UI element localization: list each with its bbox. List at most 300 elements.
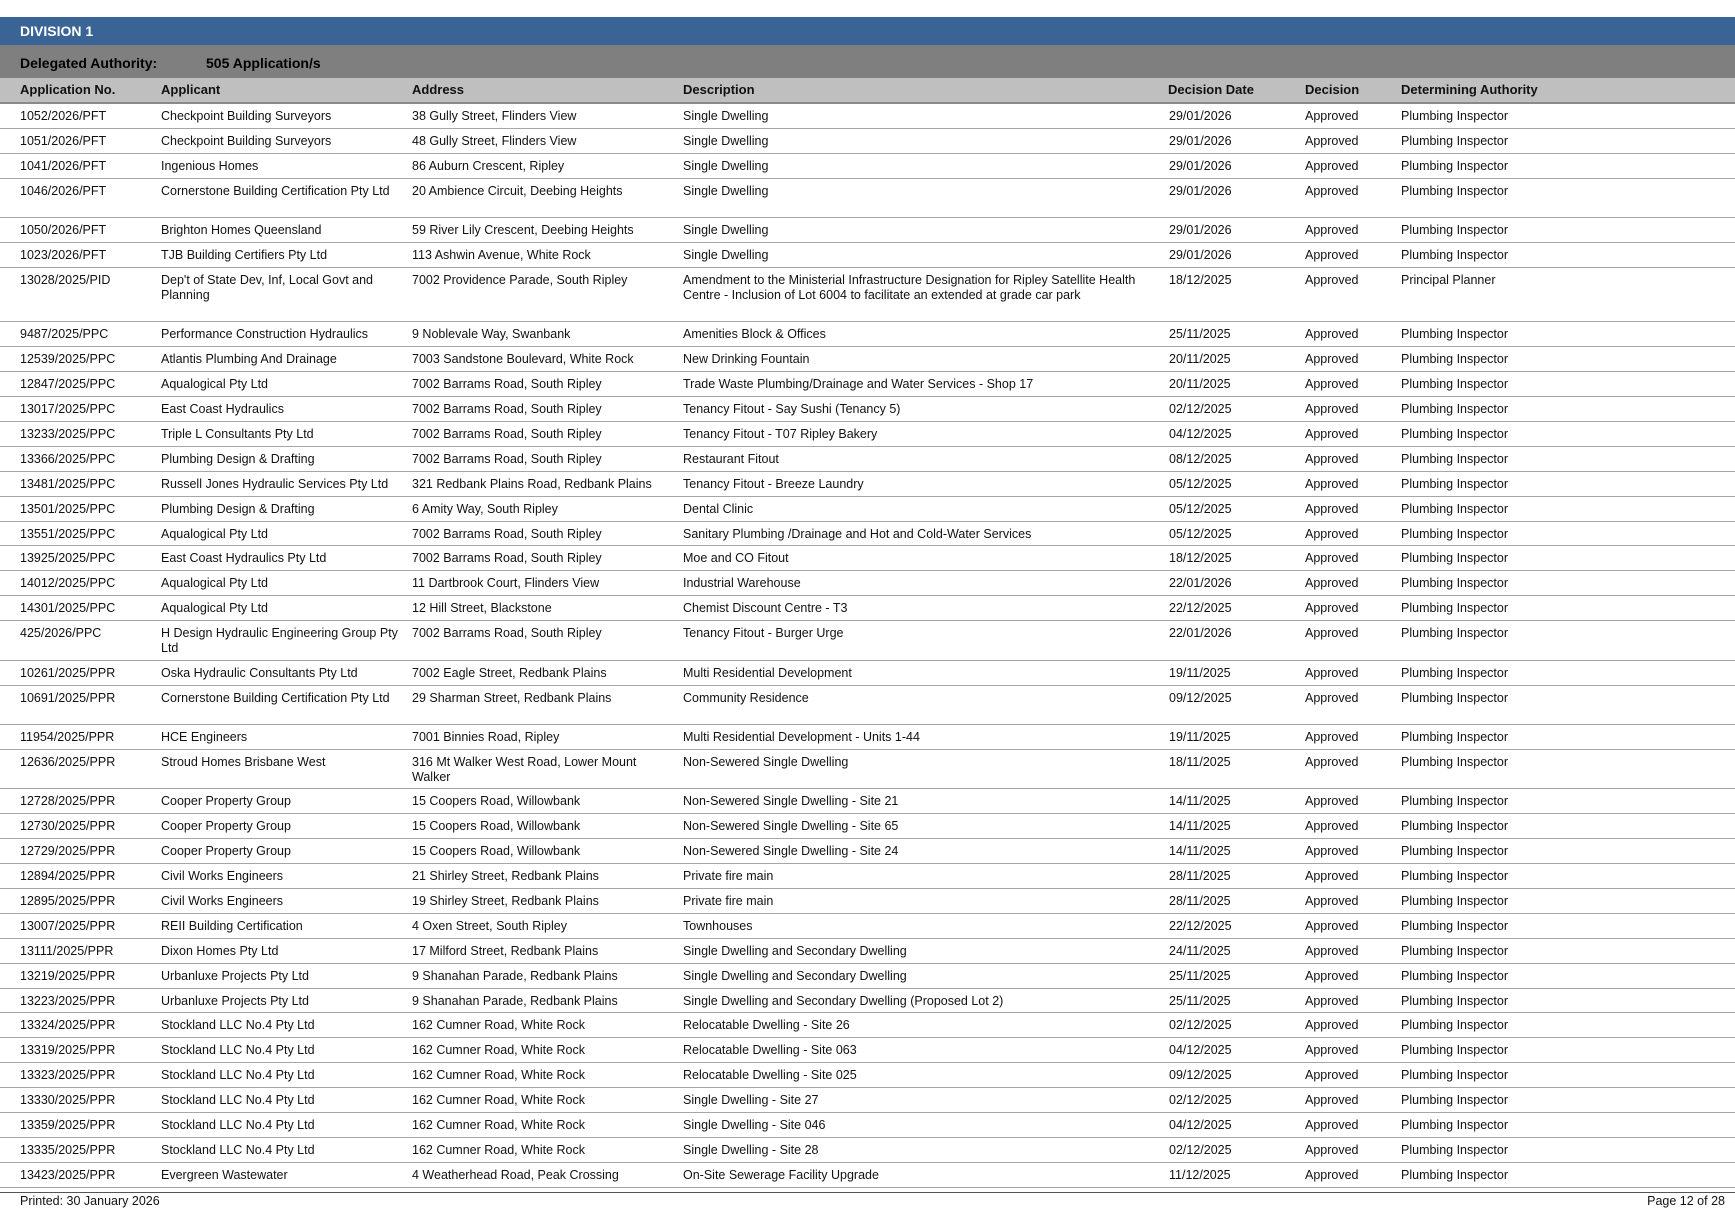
cell-applicant: Atlantis Plumbing And Drainage	[161, 352, 337, 367]
cell-applicant: Performance Construction Hydraulics	[161, 327, 369, 342]
table-row	[0, 1038, 1735, 1063]
cell-determining-authority: Plumbing Inspector	[1401, 1093, 1509, 1108]
cell-decision-date: 09/12/2025	[1169, 1068, 1232, 1083]
cell-applicant: Stockland LLC No.4 Pty Ltd	[161, 1142, 315, 1157]
cell-decision: Approved	[1305, 352, 1359, 367]
cell-decision-date: 20/11/2025	[1169, 377, 1231, 392]
cell-address: 7002 Barrams Road, South Ripley	[412, 526, 602, 541]
page-number: Page 12 of 28	[1647, 1194, 1725, 1208]
cell-decision: Approved	[1305, 272, 1359, 287]
cell-applicant: Brighton Homes Queensland	[161, 223, 322, 238]
cell-determining-authority: Plumbing Inspector	[1401, 754, 1509, 769]
cell-application-no: 13319/2025/PPR	[20, 1043, 116, 1058]
cell-applicant: H Design Hydraulic Engineering Group Pty Ltd	[161, 626, 398, 656]
cell-decision: Approved	[1305, 601, 1359, 616]
cell-decision: Approved	[1305, 526, 1359, 541]
cell-application-no: 11954/2025/PPR	[20, 730, 115, 745]
cell-applicant: Stroud Homes Brisbane West	[161, 754, 326, 769]
cell-address: 86 Auburn Crescent, Ripley	[412, 158, 565, 173]
cell-description: Relocatable Dwelling - Site 063	[683, 1043, 857, 1058]
cell-applicant: TJB Building Certifiers Pty Ltd	[161, 248, 328, 263]
cell-determining-authority: Plumbing Inspector	[1401, 109, 1509, 123]
cell-description: Single Dwelling	[683, 223, 769, 238]
cell-description: Moe and CO Fitout	[683, 551, 789, 566]
cell-address: 20 Ambience Circuit, Deebing Heights	[412, 183, 623, 198]
cell-decision-date: 04/12/2025	[1169, 1118, 1232, 1132]
table-row	[0, 243, 1735, 268]
cell-decision: Approved	[1305, 993, 1359, 1008]
table-row	[0, 1113, 1735, 1138]
table-row	[0, 661, 1735, 686]
cell-determining-authority: Principal Planner	[1401, 272, 1496, 287]
cell-determining-authority: Plumbing Inspector	[1401, 476, 1509, 491]
cell-decision-date: 02/12/2025	[1169, 402, 1232, 417]
cell-description: Single Dwelling and Secondary Dwelling (Proposed Lot 2)	[683, 993, 1004, 1008]
cell-determining-authority: Plumbing Inspector	[1401, 1018, 1509, 1033]
cell-description: Single Dwelling - Site 28	[683, 1142, 819, 1157]
cell-decision: Approved	[1305, 730, 1359, 745]
table-row	[0, 129, 1735, 154]
cell-application-no: 12729/2025/PPR	[20, 844, 116, 859]
cell-applicant: Aqualogical Pty Ltd	[161, 377, 269, 392]
cell-address: 9 Shanahan Parade, Redbank Plains	[412, 993, 618, 1008]
cell-application-no: 13223/2025/PPR	[20, 993, 116, 1008]
cell-determining-authority: Plumbing Inspector	[1401, 1167, 1509, 1182]
cell-determining-authority: Plumbing Inspector	[1401, 819, 1509, 834]
cell-decision-date: 25/11/2025	[1169, 327, 1231, 342]
cell-applicant: East Coast Hydraulics	[161, 402, 284, 417]
cell-decision: Approved	[1305, 893, 1359, 908]
cell-description: Multi Residential Development	[683, 665, 852, 680]
cell-determining-authority: Plumbing Inspector	[1401, 223, 1509, 238]
cell-description: Single Dwelling	[683, 109, 769, 123]
cell-applicant: Cornerstone Building Certification Pty Ltd	[161, 183, 390, 198]
cell-determining-authority: Plumbing Inspector	[1401, 327, 1509, 342]
table-row	[0, 372, 1735, 397]
cell-address: 7002 Barrams Road, South Ripley	[412, 402, 602, 417]
cell-decision: Approved	[1305, 1118, 1359, 1132]
cell-decision: Approved	[1305, 968, 1359, 983]
footer-divider	[0, 1192, 1735, 1193]
cell-decision-date: 22/01/2026	[1169, 626, 1232, 641]
cell-determining-authority: Plumbing Inspector	[1401, 576, 1509, 591]
table-row	[0, 497, 1735, 522]
cell-address: 7002 Barrams Road, South Ripley	[412, 626, 602, 641]
cell-decision-date: 14/11/2025	[1169, 844, 1231, 859]
cell-decision: Approved	[1305, 1043, 1359, 1058]
cell-application-no: 13501/2025/PPC	[20, 501, 116, 516]
cell-applicant: Cooper Property Group	[161, 794, 291, 809]
cell-determining-authority: Plumbing Inspector	[1401, 993, 1509, 1008]
cell-decision: Approved	[1305, 109, 1359, 123]
cell-determining-authority: Plumbing Inspector	[1401, 1118, 1509, 1132]
cell-applicant: Checkpoint Building Surveyors	[161, 109, 332, 123]
column-header-application-no: Application No.	[20, 82, 116, 97]
cell-decision-date: 05/12/2025	[1169, 501, 1232, 516]
cell-applicant: Checkpoint Building Surveyors	[161, 133, 332, 148]
cell-application-no: 13366/2025/PPC	[20, 451, 116, 466]
cell-decision-date: 25/11/2025	[1169, 993, 1231, 1008]
column-header-decision-date: Decision Date	[1168, 82, 1254, 97]
cell-decision-date: 18/12/2025	[1169, 272, 1232, 287]
cell-address: 38 Gully Street, Flinders View	[412, 109, 577, 123]
cell-applicant: Stockland LLC No.4 Pty Ltd	[161, 1093, 315, 1108]
table-row	[0, 939, 1735, 964]
cell-determining-authority: Plumbing Inspector	[1401, 918, 1509, 933]
cell-decision-date: 08/12/2025	[1169, 451, 1232, 466]
cell-address: 7002 Barrams Road, South Ripley	[412, 551, 602, 566]
cell-decision: Approved	[1305, 918, 1359, 933]
cell-description: Non-Sewered Single Dwelling - Site 65	[683, 819, 899, 834]
cell-determining-authority: Plumbing Inspector	[1401, 968, 1509, 983]
cell-applicant: Stockland LLC No.4 Pty Ltd	[161, 1068, 315, 1083]
cell-determining-authority: Plumbing Inspector	[1401, 626, 1509, 641]
table-row	[0, 268, 1735, 323]
cell-determining-authority: Plumbing Inspector	[1401, 551, 1509, 566]
cell-address: 7003 Sandstone Boulevard, White Rock	[412, 352, 634, 367]
cell-address: 162 Cumner Road, White Rock	[412, 1068, 585, 1083]
cell-determining-authority: Plumbing Inspector	[1401, 248, 1509, 263]
cell-application-no: 1050/2026/PFT	[20, 223, 107, 238]
cell-determining-authority: Plumbing Inspector	[1401, 1043, 1509, 1058]
cell-description: Single Dwelling	[683, 158, 769, 173]
column-header-description: Description	[683, 82, 755, 97]
cell-decision: Approved	[1305, 794, 1359, 809]
cell-description: Single Dwelling and Secondary Dwelling	[683, 943, 907, 958]
cell-decision: Approved	[1305, 183, 1359, 198]
cell-description: Single Dwelling and Secondary Dwelling	[683, 968, 907, 983]
authority-bar	[0, 45, 1735, 78]
cell-address: 316 Mt Walker West Road, Lower Mount Walker	[412, 754, 637, 784]
cell-decision-date: 02/12/2025	[1169, 1142, 1232, 1157]
cell-applicant: Plumbing Design & Drafting	[161, 451, 315, 466]
cell-determining-authority: Plumbing Inspector	[1401, 158, 1509, 173]
cell-decision: Approved	[1305, 327, 1359, 342]
cell-determining-authority: Plumbing Inspector	[1401, 730, 1509, 745]
column-header-address: Address	[412, 82, 465, 97]
cell-applicant: Ingenious Homes	[161, 158, 259, 173]
cell-decision-date: 29/01/2026	[1169, 223, 1232, 238]
table-row	[0, 1063, 1735, 1088]
cell-determining-authority: Plumbing Inspector	[1401, 665, 1509, 680]
cell-application-no: 13323/2025/PPR	[20, 1068, 116, 1083]
cell-application-no: 13219/2025/PPR	[20, 968, 116, 983]
cell-determining-authority: Plumbing Inspector	[1401, 402, 1509, 417]
cell-applicant: Stockland LLC No.4 Pty Ltd	[161, 1118, 315, 1132]
cell-applicant: HCE Engineers	[161, 730, 248, 745]
cell-address: 12 Hill Street, Blackstone	[412, 601, 552, 616]
cell-decision: Approved	[1305, 377, 1359, 392]
cell-application-no: 425/2026/PPC	[20, 626, 102, 641]
cell-decision-date: 22/12/2025	[1169, 601, 1232, 616]
cell-description: Private fire main	[683, 869, 774, 884]
table-row	[0, 422, 1735, 447]
cell-applicant: Dixon Homes Pty Ltd	[161, 943, 279, 958]
cell-description: Single Dwelling - Site 27	[683, 1093, 819, 1108]
cell-application-no: 13423/2025/PPR	[20, 1167, 116, 1182]
authority-label: Delegated Authority:	[20, 55, 158, 71]
cell-application-no: 13233/2025/PPC	[20, 427, 116, 442]
cell-application-no: 14301/2025/PPC	[20, 601, 116, 616]
table-row	[0, 218, 1735, 243]
column-header-determining-authority: Determining Authority	[1401, 82, 1538, 97]
cell-address: 15 Coopers Road, Willowbank	[412, 819, 581, 834]
table-row	[0, 322, 1735, 347]
cell-application-no: 13481/2025/PPC	[20, 476, 116, 491]
cell-determining-authority: Plumbing Inspector	[1401, 1068, 1509, 1083]
cell-decision: Approved	[1305, 248, 1359, 263]
cell-decision: Approved	[1305, 1018, 1359, 1033]
cell-decision-date: 25/11/2025	[1169, 968, 1231, 983]
cell-address: 7001 Binnies Road, Ripley	[412, 730, 560, 745]
cell-applicant: Evergreen Wastewater	[161, 1167, 288, 1182]
cell-description: Single Dwelling - Site 046	[683, 1118, 826, 1132]
cell-description: Relocatable Dwelling - Site 025	[683, 1068, 857, 1083]
cell-decision: Approved	[1305, 576, 1359, 591]
cell-description: Non-Sewered Single Dwelling - Site 24	[683, 844, 899, 859]
cell-decision-date: 24/11/2025	[1169, 943, 1231, 958]
cell-address: 29 Sharman Street, Redbank Plains	[412, 690, 612, 705]
cell-determining-authority: Plumbing Inspector	[1401, 133, 1509, 148]
table-row	[0, 725, 1735, 750]
cell-application-no: 9487/2025/PPC	[20, 327, 109, 342]
table-row	[0, 397, 1735, 422]
cell-application-no: 13330/2025/PPR	[20, 1093, 116, 1108]
cell-applicant: East Coast Hydraulics Pty Ltd	[161, 551, 327, 566]
cell-description: Relocatable Dwelling - Site 26	[683, 1018, 850, 1033]
cell-determining-authority: Plumbing Inspector	[1401, 844, 1509, 859]
cell-determining-authority: Plumbing Inspector	[1401, 526, 1509, 541]
cell-applicant: Stockland LLC No.4 Pty Ltd	[161, 1043, 315, 1058]
cell-decision: Approved	[1305, 665, 1359, 680]
table-row	[0, 154, 1735, 179]
cell-decision-date: 28/11/2025	[1169, 869, 1231, 884]
table-row	[0, 1013, 1735, 1038]
column-header-applicant: Applicant	[161, 82, 221, 97]
cell-decision-date: 02/12/2025	[1169, 1093, 1232, 1108]
cell-application-no: 12847/2025/PPC	[20, 377, 116, 392]
cell-decision-date: 28/11/2025	[1169, 893, 1231, 908]
cell-decision-date: 14/11/2025	[1169, 819, 1231, 834]
cell-decision-date: 29/01/2026	[1169, 133, 1232, 148]
table-row	[0, 621, 1735, 661]
cell-decision-date: 18/12/2025	[1169, 551, 1232, 566]
cell-decision: Approved	[1305, 690, 1359, 705]
cell-decision-date: 19/11/2025	[1169, 665, 1231, 680]
column-header-decision: Decision	[1305, 82, 1360, 97]
table-row	[0, 596, 1735, 621]
table-row	[0, 914, 1735, 939]
cell-address: 7002 Barrams Road, South Ripley	[412, 377, 602, 392]
cell-description: Non-Sewered Single Dwelling - Site 21	[683, 794, 899, 809]
cell-address: 7002 Providence Parade, South Ripley	[412, 272, 628, 287]
cell-application-no: 1041/2026/PFT	[20, 158, 107, 173]
cell-decision-date: 05/12/2025	[1169, 526, 1232, 541]
cell-decision-date: 04/12/2025	[1169, 1043, 1232, 1058]
cell-description: Private fire main	[683, 893, 774, 908]
cell-application-no: 13017/2025/PPC	[20, 402, 116, 417]
cell-application-no: 13111/2025/PPR	[20, 943, 114, 958]
table-row	[0, 347, 1735, 372]
cell-decision: Approved	[1305, 1167, 1359, 1182]
cell-decision: Approved	[1305, 223, 1359, 238]
cell-address: 113 Ashwin Avenue, White Rock	[412, 248, 591, 263]
cell-application-no: 1051/2026/PFT	[20, 133, 107, 148]
table-row	[0, 814, 1735, 839]
cell-determining-authority: Plumbing Inspector	[1401, 501, 1509, 516]
cell-applicant: Civil Works Engineers	[161, 869, 284, 884]
cell-decision: Approved	[1305, 1142, 1359, 1157]
table-row	[0, 1163, 1735, 1188]
cell-determining-authority: Plumbing Inspector	[1401, 451, 1509, 466]
cell-description: Single Dwelling	[683, 133, 769, 148]
cell-address: 9 Shanahan Parade, Redbank Plains	[412, 968, 618, 983]
table-header	[0, 78, 1735, 104]
cell-decision-date: 22/12/2025	[1169, 918, 1232, 933]
cell-decision: Approved	[1305, 869, 1359, 884]
cell-description: Tenancy Fitout - Burger Urge	[683, 626, 844, 641]
cell-application-no: 13359/2025/PPR	[20, 1118, 116, 1132]
cell-description: Non-Sewered Single Dwelling	[683, 754, 849, 769]
cell-address: 59 River Lily Crescent, Deebing Heights	[412, 223, 634, 238]
cell-description: Trade Waste Plumbing/Drainage and Water Services - Shop 17	[683, 377, 1034, 392]
cell-determining-authority: Plumbing Inspector	[1401, 869, 1509, 884]
cell-address: 162 Cumner Road, White Rock	[412, 1118, 585, 1132]
cell-decision: Approved	[1305, 754, 1359, 769]
cell-description: Tenancy Fitout - T07 Ripley Bakery	[683, 427, 878, 442]
cell-decision: Approved	[1305, 427, 1359, 442]
table-row	[0, 1088, 1735, 1113]
cell-address: 19 Shirley Street, Redbank Plains	[412, 893, 599, 908]
cell-decision-date: 29/01/2026	[1169, 183, 1232, 198]
cell-applicant: Oska Hydraulic Consultants Pty Ltd	[161, 665, 358, 680]
cell-address: 4 Oxen Street, South Ripley	[412, 918, 567, 933]
cell-address: 7002 Barrams Road, South Ripley	[412, 451, 602, 466]
cell-applicant: REII Building Certification	[161, 918, 303, 933]
cell-application-no: 12894/2025/PPR	[20, 869, 116, 884]
cell-description: Industrial Warehouse	[683, 576, 801, 591]
cell-determining-authority: Plumbing Inspector	[1401, 943, 1509, 958]
cell-decision-date: 22/01/2026	[1169, 576, 1232, 591]
table-row	[0, 104, 1735, 129]
cell-description: Townhouses	[683, 918, 753, 933]
cell-decision: Approved	[1305, 133, 1359, 148]
cell-address: 321 Redbank Plains Road, Redbank Plains	[412, 476, 652, 491]
cell-application-no: 12730/2025/PPR	[20, 819, 116, 834]
cell-decision-date: 19/11/2025	[1169, 730, 1231, 745]
table-row	[0, 522, 1735, 547]
cell-decision-date: 09/12/2025	[1169, 690, 1232, 705]
cell-description: On-Site Sewerage Facility Upgrade	[683, 1167, 879, 1182]
cell-determining-authority: Plumbing Inspector	[1401, 1142, 1509, 1157]
cell-application-no: 1046/2026/PFT	[20, 183, 107, 198]
cell-decision-date: 05/12/2025	[1169, 476, 1232, 491]
cell-address: 162 Cumner Road, White Rock	[412, 1142, 585, 1157]
cell-decision: Approved	[1305, 1068, 1359, 1083]
cell-decision-date: 11/12/2025	[1169, 1167, 1231, 1182]
cell-decision: Approved	[1305, 451, 1359, 466]
cell-determining-authority: Plumbing Inspector	[1401, 183, 1509, 198]
cell-address: 21 Shirley Street, Redbank Plains	[412, 869, 599, 884]
cell-decision: Approved	[1305, 844, 1359, 859]
cell-application-no: 1052/2026/PFT	[20, 109, 107, 123]
cell-address: 15 Coopers Road, Willowbank	[412, 844, 581, 859]
table-row	[0, 889, 1735, 914]
cell-description: New Drinking Fountain	[683, 352, 810, 367]
cell-application-no: 13007/2025/PPR	[20, 918, 116, 933]
printed-date: Printed: 30 January 2026	[20, 1194, 160, 1208]
cell-description: Amenities Block & Offices	[683, 327, 826, 342]
cell-decision-date: 20/11/2025	[1169, 352, 1231, 367]
cell-decision: Approved	[1305, 943, 1359, 958]
application-count: 505 Application/s	[206, 55, 321, 71]
cell-description: Dental Clinic	[683, 501, 754, 516]
table-row	[0, 789, 1735, 814]
cell-decision: Approved	[1305, 501, 1359, 516]
cell-application-no: 13324/2025/PPR	[20, 1018, 116, 1033]
cell-description: Multi Residential Development - Units 1-44	[683, 730, 920, 745]
cell-determining-authority: Plumbing Inspector	[1401, 377, 1509, 392]
cell-description: Single Dwelling	[683, 248, 769, 263]
cell-decision-date: 04/12/2025	[1169, 427, 1232, 442]
cell-determining-authority: Plumbing Inspector	[1401, 794, 1509, 809]
cell-applicant: Russell Jones Hydraulic Services Pty Ltd	[161, 476, 389, 491]
cell-description: Restaurant Fitout	[683, 451, 779, 466]
cell-address: 162 Cumner Road, White Rock	[412, 1018, 585, 1033]
cell-application-no: 13028/2025/PID	[20, 272, 111, 287]
cell-determining-authority: Plumbing Inspector	[1401, 690, 1509, 705]
table-row	[0, 447, 1735, 472]
cell-description: Tenancy Fitout - Say Sushi (Tenancy 5)	[683, 402, 901, 417]
cell-decision: Approved	[1305, 626, 1359, 641]
cell-description: Single Dwelling	[683, 183, 769, 198]
cell-determining-authority: Plumbing Inspector	[1401, 893, 1509, 908]
cell-decision: Approved	[1305, 1093, 1359, 1108]
cell-decision-date: 29/01/2026	[1169, 158, 1232, 173]
cell-address: 4 Weatherhead Road, Peak Crossing	[412, 1167, 619, 1182]
table-row	[0, 750, 1735, 790]
cell-decision-date: 14/11/2025	[1169, 794, 1231, 809]
cell-determining-authority: Plumbing Inspector	[1401, 601, 1509, 616]
cell-decision-date: 29/01/2026	[1169, 248, 1232, 263]
cell-application-no: 10261/2025/PPR	[20, 665, 116, 680]
cell-application-no: 12636/2025/PPR	[20, 754, 116, 769]
cell-application-no: 1023/2026/PFT	[20, 248, 107, 263]
cell-decision-date: 02/12/2025	[1169, 1018, 1232, 1033]
cell-determining-authority: Plumbing Inspector	[1401, 427, 1509, 442]
table-row	[0, 571, 1735, 596]
division-header	[0, 17, 1735, 45]
cell-address: 9 Noblevale Way, Swanbank	[412, 327, 571, 342]
cell-description: Amendment to the Ministerial Infrastructure Designation for Ripley Satellite Health Centre - Inclusion of Lot 6004 to facilitate an extended at grade car park	[683, 272, 1136, 302]
table-row	[0, 864, 1735, 889]
cell-application-no: 13335/2025/PPR	[20, 1142, 116, 1157]
cell-address: 11 Dartbrook Court, Flinders View	[412, 576, 600, 591]
cell-address: 48 Gully Street, Flinders View	[412, 133, 577, 148]
cell-applicant: Triple L Consultants Pty Ltd	[161, 427, 314, 442]
cell-determining-authority: Plumbing Inspector	[1401, 352, 1509, 367]
cell-address: 7002 Barrams Road, South Ripley	[412, 427, 602, 442]
table-row	[0, 686, 1735, 726]
cell-applicant: Urbanluxe Projects Pty Ltd	[161, 993, 309, 1008]
cell-description: Tenancy Fitout - Breeze Laundry	[683, 476, 864, 491]
cell-applicant: Cornerstone Building Certification Pty Ltd	[161, 690, 390, 705]
cell-decision: Approved	[1305, 551, 1359, 566]
cell-application-no: 13925/2025/PPC	[20, 551, 116, 566]
cell-applicant: Aqualogical Pty Ltd	[161, 601, 269, 616]
cell-applicant: Civil Works Engineers	[161, 893, 284, 908]
cell-application-no: 13551/2025/PPC	[20, 526, 116, 541]
